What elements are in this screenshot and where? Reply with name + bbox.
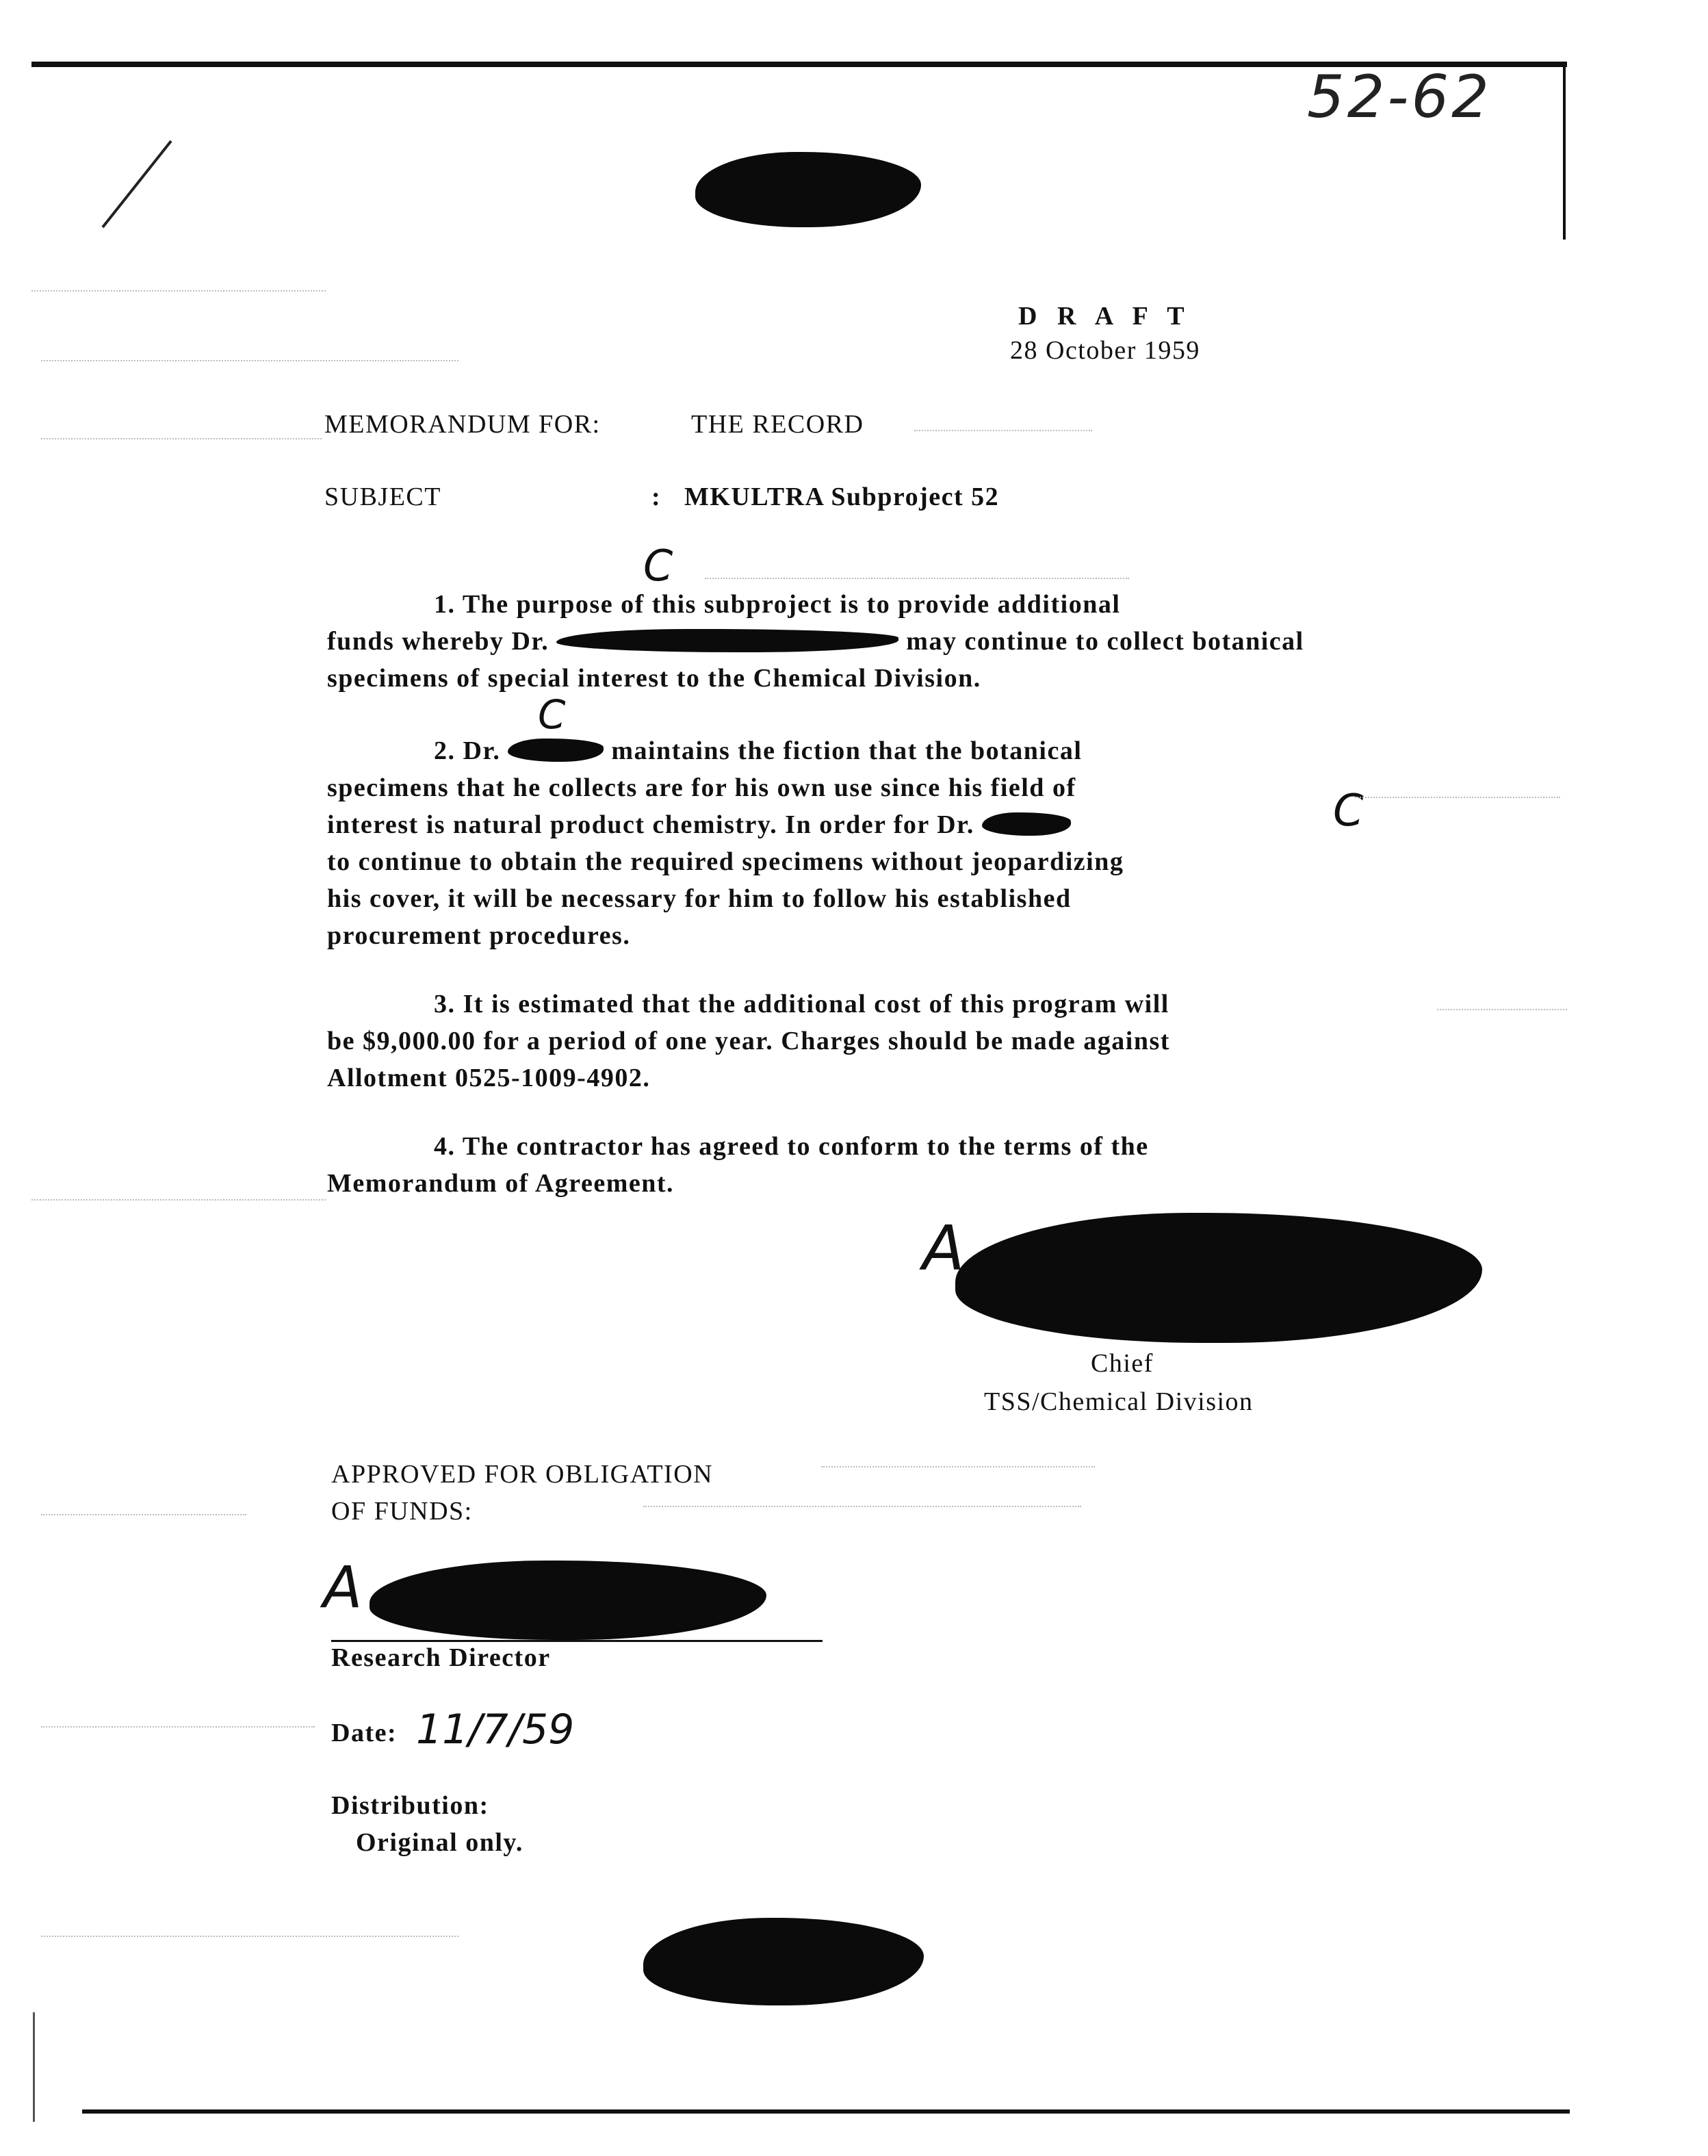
paragraph-2-line-6: procurement procedures. <box>327 921 631 950</box>
paragraph-2 <box>327 732 1477 954</box>
paragraph-3-line-2: be $9,000.00 for a period of one year. Charges should be made against <box>327 1027 1170 1055</box>
paragraph-2-line-4: to continue to obtain the required specimens without jeopardizing <box>327 847 1124 876</box>
paragraph-1-line-2-end: may continue to collect botanical <box>906 627 1304 656</box>
memo-for-label: MEMORANDUM FOR: <box>324 410 601 439</box>
left-border-rule <box>33 2012 35 2122</box>
scan-artifact-line <box>41 1726 315 1728</box>
approver-signature-line <box>331 1640 823 1642</box>
draft-label: D R A F T <box>1018 302 1191 331</box>
top-classification-redaction <box>695 152 921 227</box>
paragraph-2-line-2: specimens that he collects are for his own use since his field of <box>327 773 1076 802</box>
approval-date-value: 11/7/59 <box>416 1706 575 1754</box>
scan-artifact-line <box>1355 797 1560 798</box>
paragraph-2-line-1-start: 2. Dr. <box>434 736 501 765</box>
handwritten-mark-c2: C <box>538 691 566 738</box>
distribution-label: Distribution: <box>331 1791 489 1820</box>
stray-slash-mark <box>96 137 178 233</box>
bottom-classification-redaction <box>643 1918 924 2005</box>
scan-artifact-line <box>914 430 1092 431</box>
scan-artifact-line <box>41 1936 458 1937</box>
signer-division: TSS/Chemical Division <box>984 1387 1254 1416</box>
signature-mark-a1: A <box>922 1213 965 1285</box>
paragraph-2-line-1-end: maintains the fiction that the botanical <box>611 736 1083 765</box>
paragraph-2-line-3 <box>327 806 1477 843</box>
paragraph-2-line-3-text: interest is natural product chemistry. In order for Dr. <box>327 810 974 839</box>
paragraph-1-line-1: 1. The purpose of this subproject is to provide additional <box>434 590 1121 619</box>
approver-title: Research Director <box>331 1643 551 1672</box>
paragraph-1-line-3: specimens of special interest to the Chemical Division. <box>327 664 981 693</box>
scan-artifact-line <box>41 360 458 361</box>
approval-date-label: Date: <box>331 1719 398 1747</box>
name-redaction <box>556 629 898 652</box>
scan-artifact-line <box>1437 1009 1567 1010</box>
scan-artifact-line <box>705 578 1129 579</box>
paragraph-4-line-2: Memorandum of Agreement. <box>327 1169 675 1198</box>
signature-redaction <box>955 1213 1482 1343</box>
name-redaction <box>508 739 604 762</box>
handwritten-mark-c3: C <box>1333 786 1364 836</box>
paragraph-2-line-1 <box>327 732 1477 769</box>
scan-artifact-line <box>41 1514 246 1515</box>
handwritten-mark-c1: C <box>643 541 673 591</box>
approval-heading-line-2: OF FUNDS: <box>331 1497 473 1526</box>
paragraph-3 <box>327 986 1477 1096</box>
right-border-rule <box>1563 62 1566 240</box>
approval-heading-line-1: APPROVED FOR OBLIGATION <box>331 1460 714 1489</box>
paragraph-1-line-2-start: funds whereby Dr. <box>327 627 549 656</box>
subject-separator: : <box>651 483 662 511</box>
signature-mark-a2: A <box>323 1554 363 1621</box>
scan-artifact-line <box>41 438 322 439</box>
scan-artifact-line <box>31 1199 326 1201</box>
approver-signature-redaction <box>370 1561 766 1640</box>
distribution-value: Original only. <box>356 1828 523 1857</box>
memo-for-value: THE RECORD <box>691 410 864 439</box>
paragraph-3-line-1: 3. It is estimated that the additional cost of this program will <box>434 990 1169 1018</box>
paragraph-1-line-2 <box>327 623 1477 660</box>
subject-value: MKULTRA Subproject 52 <box>684 483 1000 511</box>
scan-artifact-line <box>31 290 326 292</box>
handwritten-file-number: 52-62 <box>1307 63 1492 131</box>
paragraph-3-line-3: Allotment 0525-1009-4902. <box>327 1064 651 1092</box>
scan-artifact-line <box>821 1466 1095 1467</box>
paragraph-4 <box>327 1128 1477 1202</box>
subject-label: SUBJECT <box>324 483 441 511</box>
bottom-border-rule <box>82 2109 1570 2114</box>
name-redaction <box>982 812 1071 836</box>
scan-artifact-line <box>643 1506 1081 1507</box>
paragraph-2-line-5: his cover, it will be necessary for him to follow his established <box>327 884 1072 913</box>
paragraph-4-line-1: 4. The contractor has agreed to conform to the terms of the <box>434 1132 1149 1161</box>
memo-date: 28 October 1959 <box>1010 336 1200 365</box>
signer-title: Chief <box>1091 1349 1154 1378</box>
paragraph-1 <box>327 586 1477 697</box>
